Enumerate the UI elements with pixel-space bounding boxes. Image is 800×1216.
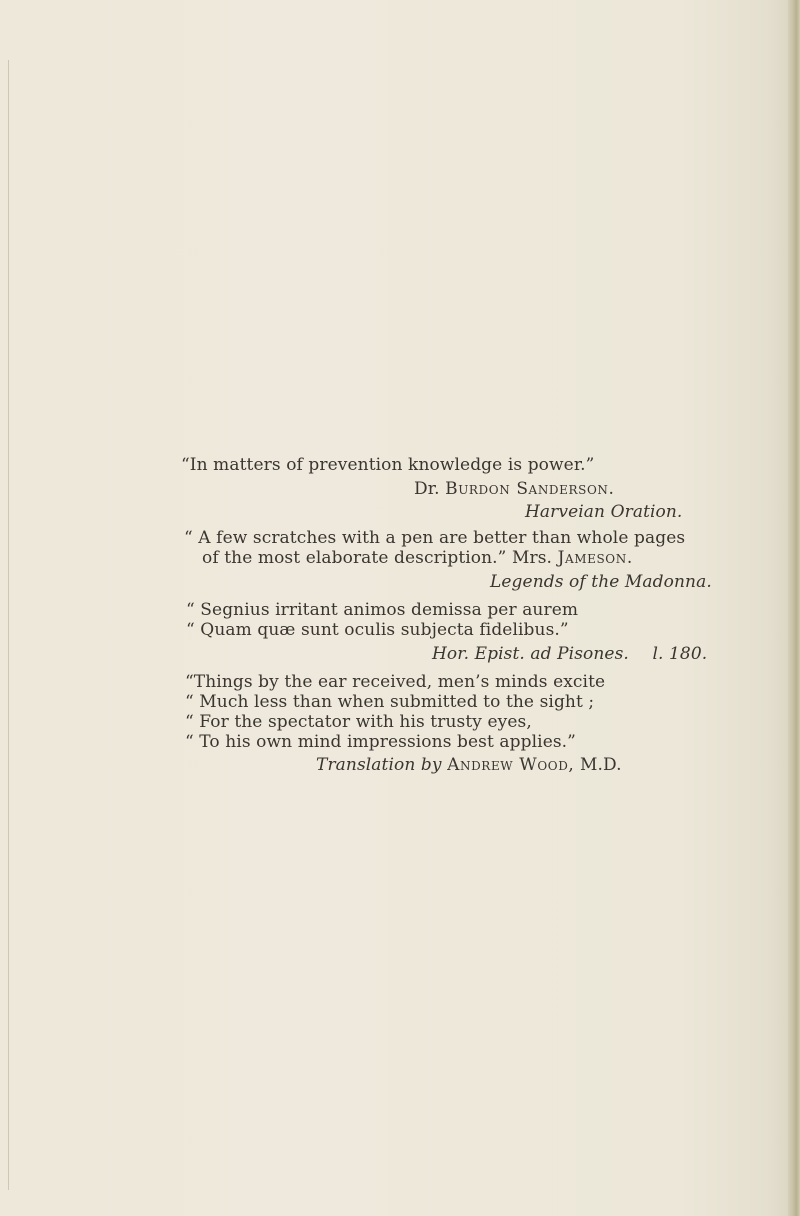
epigraph-3-attribution xyxy=(432,644,707,664)
epigraph-3-line-1: “ Segnius irritant animos demissa per aurem xyxy=(186,600,579,620)
epigraph-3-source: Hor. Epist. ad Pisones. xyxy=(432,644,629,664)
epigraph-2-source: Legends of the Madonna. xyxy=(490,572,712,592)
epigraph-4-author-suffix: M.D. xyxy=(579,755,622,775)
epigraph-2-line-2-text: of the most elaborate description.” Mrs. xyxy=(202,548,553,568)
epigraph-1-author-prefix: Dr. xyxy=(414,479,440,499)
epigraph-4-source: Translation by xyxy=(316,755,442,775)
epigraph-1-attribution xyxy=(414,479,615,499)
epigraph-1-source: Harveian Oration. xyxy=(525,502,683,522)
epigraph-4-attribution xyxy=(316,755,622,775)
epigraph-4-line-4: “ To his own mind impressions best applies.” xyxy=(185,732,576,752)
epigraph-4-author: Andrew Wood, xyxy=(447,755,575,775)
epigraph-1-line-1: “In matters of prevention knowledge is power.” xyxy=(181,455,595,475)
epigraph-2-author: Jameson. xyxy=(557,548,633,568)
epigraph-2-line-1: “ A few scratches with a pen are better than whole pages xyxy=(184,528,686,548)
epigraph-4-line-2: “ Much less than when submitted to the sight ; xyxy=(185,692,595,712)
epigraph-4-line-1: “Things by the ear received, men’s minds excite xyxy=(185,672,606,692)
epigraph-1-author: Burdon Sanderson. xyxy=(445,479,615,499)
epigraph-2-line-2 xyxy=(202,548,633,568)
epigraph-3-line-2: “ Quam quæ sunt oculis subjecta fidelibus.” xyxy=(186,620,569,640)
epigraph-3-line-ref: l. 180. xyxy=(652,644,708,664)
epigraph-4-line-3: “ For the spectator with his trusty eyes, xyxy=(185,712,532,732)
